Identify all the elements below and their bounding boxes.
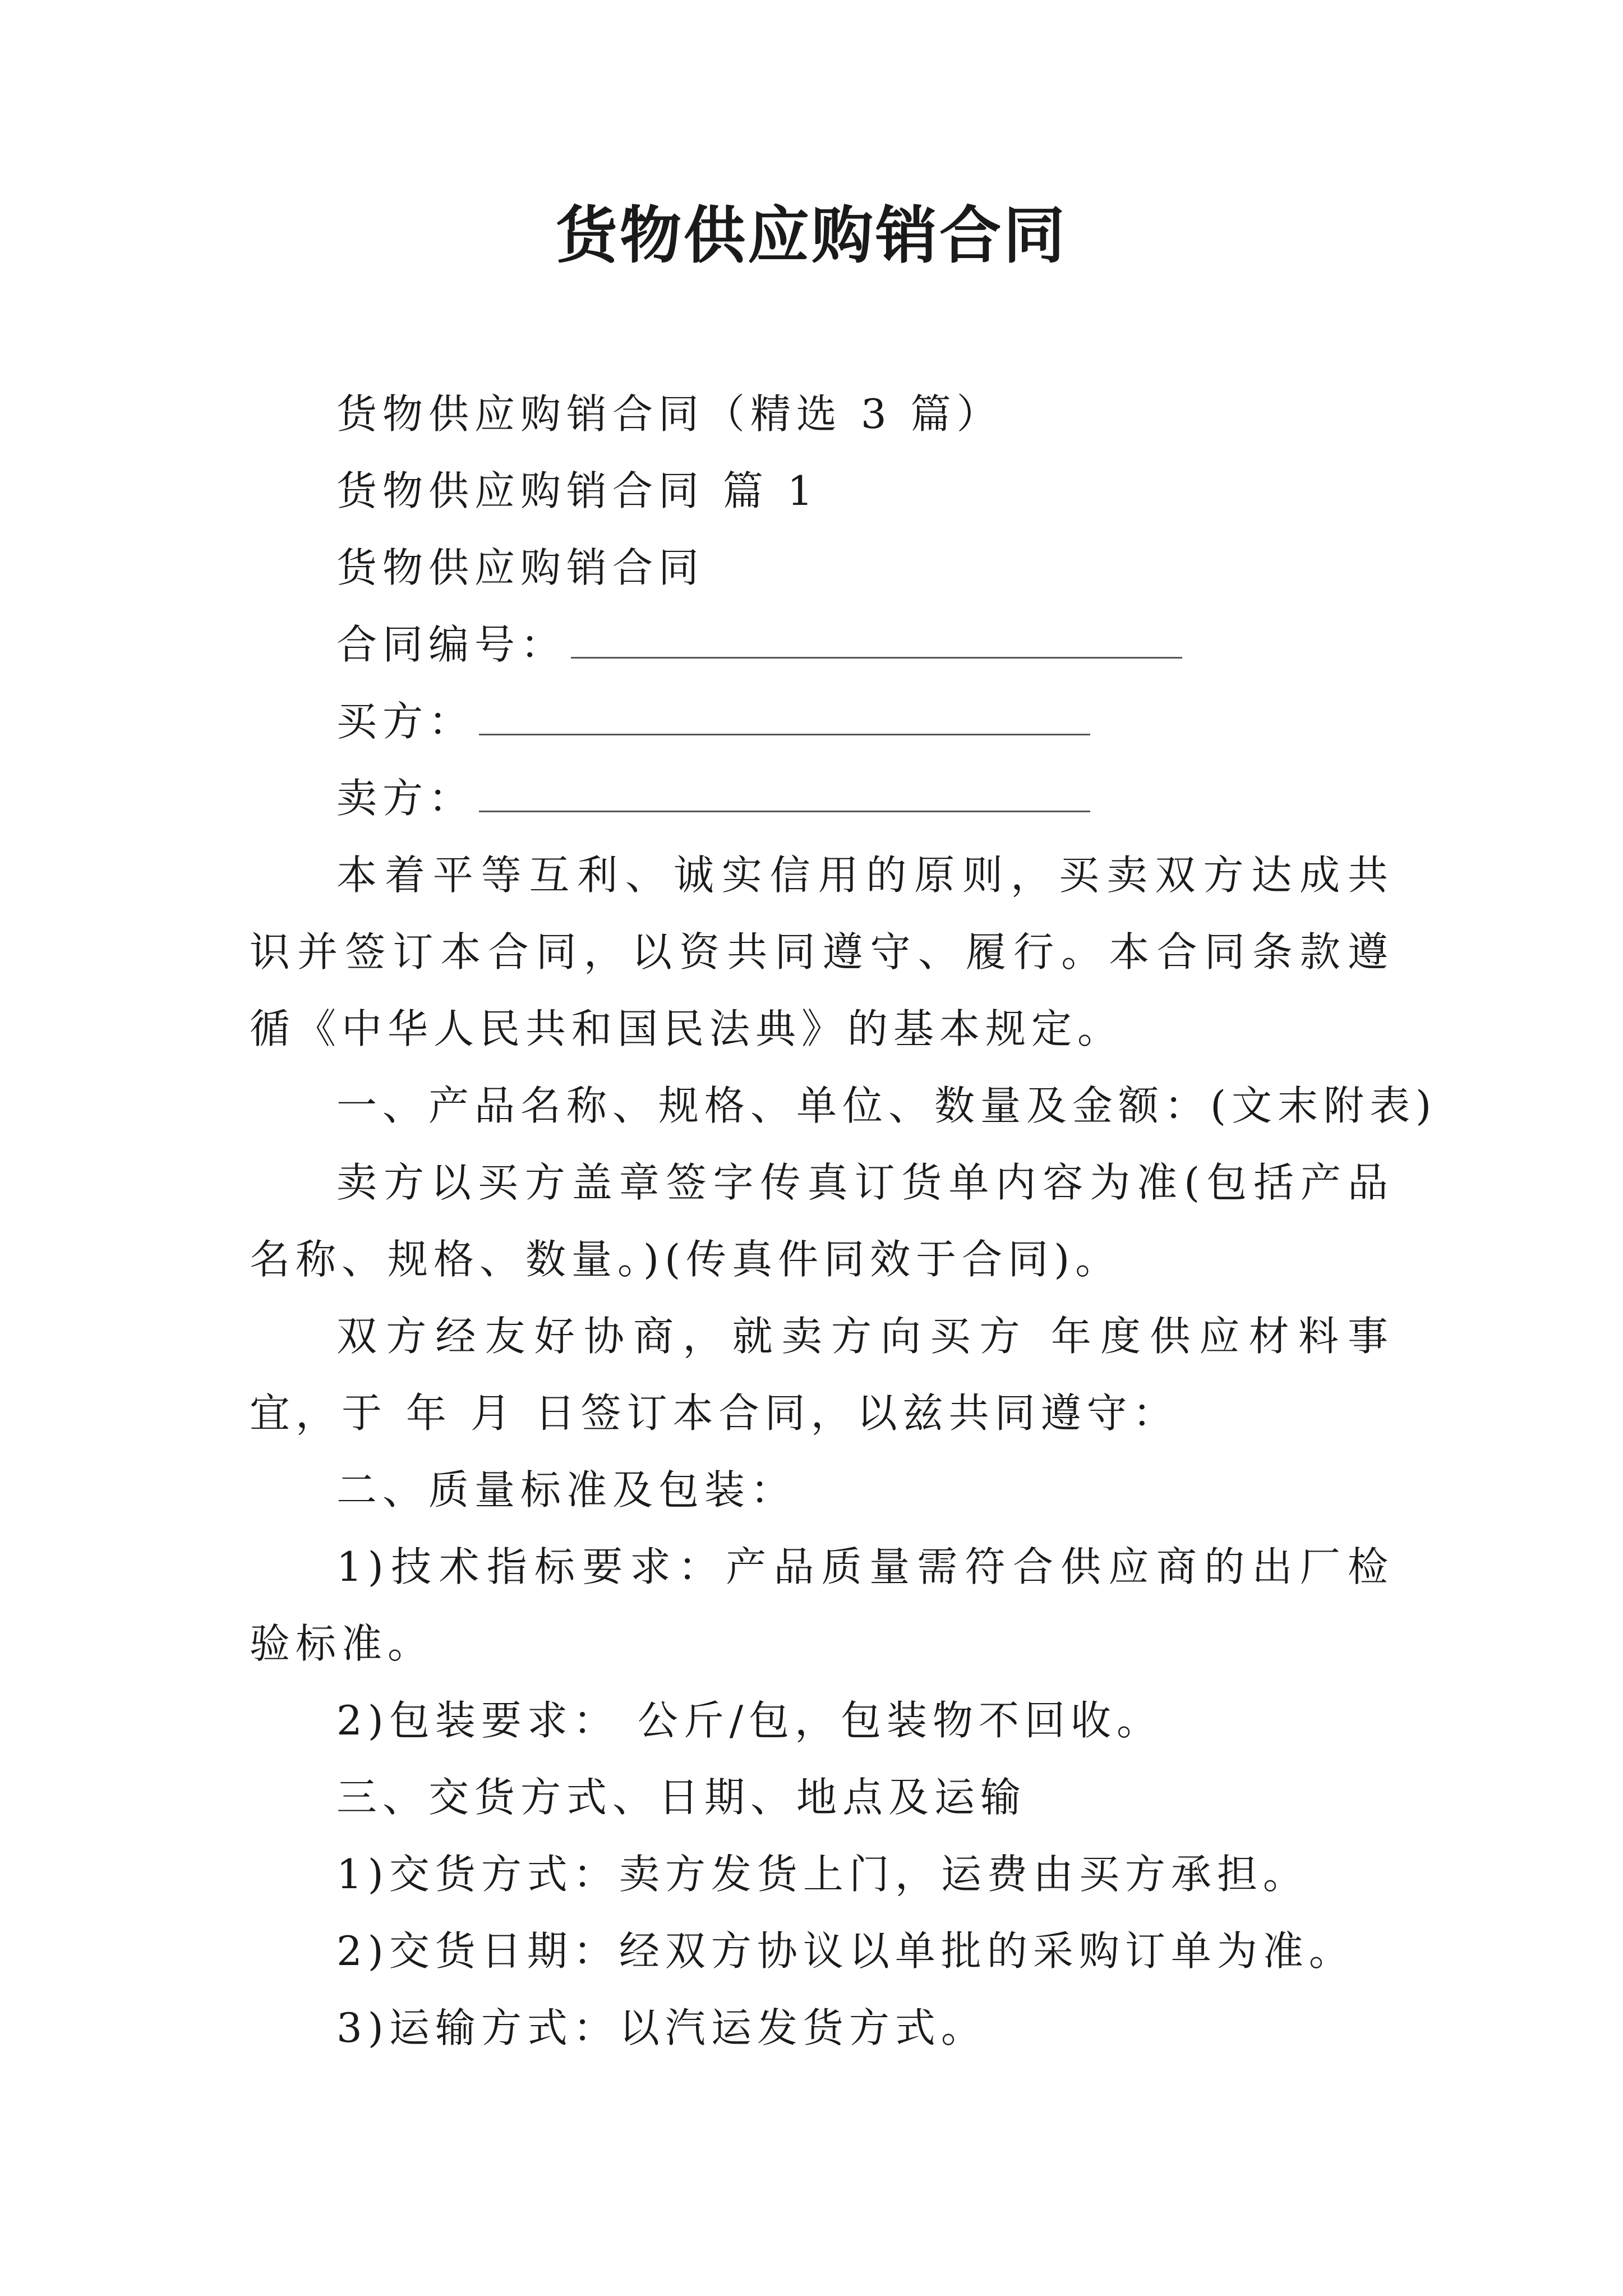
seller-line <box>250 760 1394 837</box>
document-body <box>250 376 1437 2067</box>
buyer-line <box>250 683 1394 760</box>
buyer-blank[interactable] <box>479 702 1090 735</box>
section-2-item-2: 2)包装要求： 公斤/包，包装物不回收。 <box>336 1697 1163 1744</box>
section-1-detail: 卖方以买方盖章签字传真订货单内容为准(包括产品名称、规格、数量。)(传真件同效于合同)。 <box>250 1159 1394 1283</box>
agreement-paragraph: 双方经友好协商，就卖方向买方 年度供应材料事宜，于 年 月 日签订本合同，以兹共同遵守： <box>250 1313 1394 1437</box>
subtitle: 货物供应购销合同（精选 3 篇） <box>336 390 1003 438</box>
seller-blank[interactable] <box>479 779 1090 812</box>
buyer-label: 买方： <box>336 698 475 745</box>
section-3-item-3: 3)运输方式：以汽运发货方式。 <box>336 2004 987 2051</box>
section-3-item-1: 1)交货方式：卖方发货上门，运费由买方承担。 <box>336 1851 1309 1898</box>
document-title: 货物供应购销合同 <box>556 199 1067 272</box>
contract-number-line <box>250 606 1394 683</box>
intro-paragraph: 本着平等互利、诚实信用的原则，买卖双方达成共识并签订本合同，以资共同遵守、履行。本合同条款遵循《中华人民共和国民法典》的基本规定。 <box>250 852 1394 1052</box>
contract-number-blank[interactable] <box>571 625 1182 659</box>
contract-number-label: 合同编号： <box>336 621 567 668</box>
section-3-item-2: 2)交货日期：经双方协议以单批的采购订单为准。 <box>336 1927 1355 1975</box>
seller-label: 卖方： <box>336 775 475 822</box>
section-3-heading: 三、交货方式、日期、地点及运输 <box>336 1774 1027 1821</box>
part-heading: 货物供应购销合同 篇 1 <box>336 467 819 514</box>
contract-name: 货物供应购销合同 <box>336 544 705 591</box>
section-2-item-1: 1)技术指标要求：产品质量需符合供应商的出厂检验标准。 <box>250 1543 1394 1667</box>
section-2-heading: 二、质量标准及包装： <box>336 1466 797 1513</box>
section-1-heading: 一、产品名称、规格、单位、数量及金额：(文末附表) <box>336 1082 1437 1129</box>
